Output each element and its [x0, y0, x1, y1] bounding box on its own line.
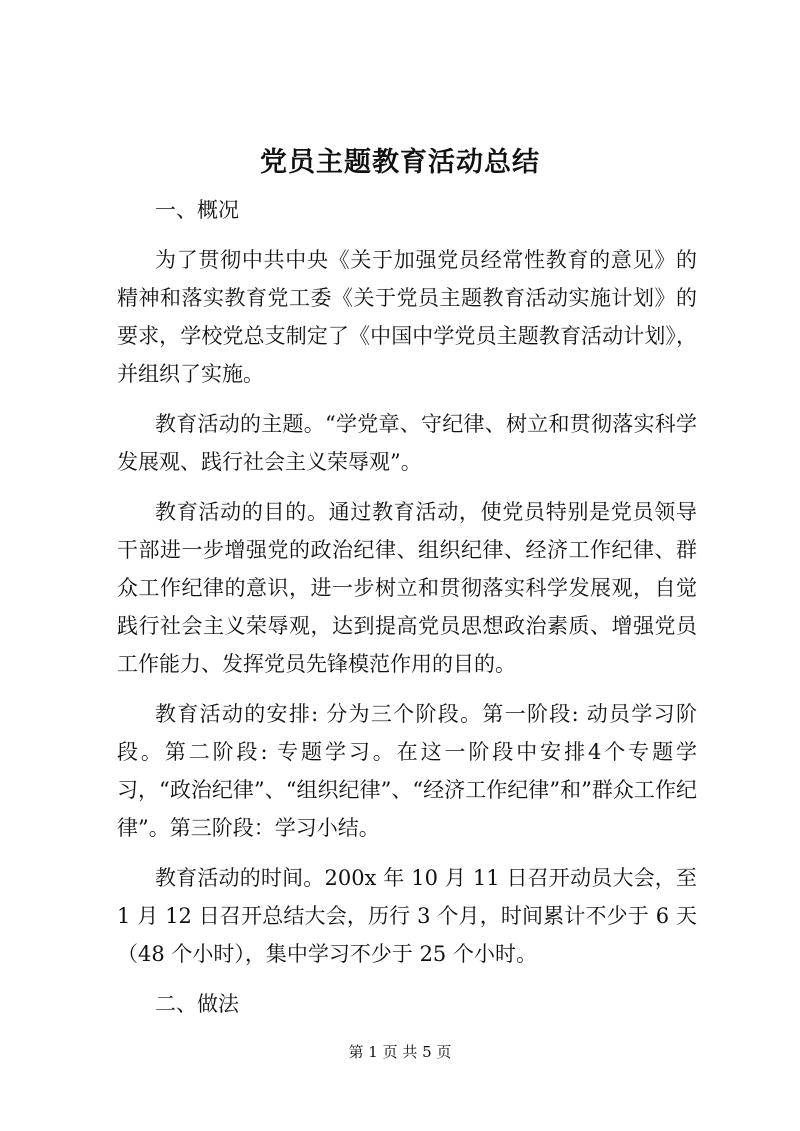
- document-title: 党员主题教育活动总结: [260, 147, 540, 178]
- page-footer: 第 1 页 共 5 页: [348, 1043, 452, 1061]
- paragraph-purpose: 教育活动的目的。通过教育活动，使党员特别是党员领导干部进一步增强党的政治纪律、组织纪律、经济工作纪律、群众工作纪律的意识，进一步树立和贯彻落实科学发展观，自觉践行社会主义荣辱观，达到提高党员思想政治素质、增强党员工作能力、发挥党员先锋模范作用的目的。: [117, 500, 697, 676]
- paragraph-theme: 教育活动的主题。“学党章、守纪律、树立和贯彻落实科学发展观、践行社会主义荣辱观”。: [117, 412, 697, 474]
- section-heading-methods: 二、做法: [155, 992, 239, 1016]
- paragraph-intro: 为了贯彻中共中央《关于加强党员经常性教育的意见》的精神和落实教育党工委《关于党员主题教育活动实施计划》的要求，学校党总支制定了《中国中学党员主题教育活动计划》，并组织了实施。: [117, 248, 697, 386]
- document-body: [117, 191, 697, 1035]
- section-heading-overview: 一、概况: [155, 198, 239, 222]
- paragraph-schedule: 教育活动的时间。200x 年 10 月 11 日召开动员大会，至 1 月 12 日召开总结大会，历行 3 个月，时间累计不少于 6 天（48 个小时），集中学习不少于 25 个小时。: [117, 866, 697, 966]
- paragraph-arrangement: 教育活动的安排: 分为三个阶段。第一阶段: 动员学习阶段。第二阶段: 专题学习。在这一阶段中安排4个专题学习，“政治纪律”、“组织纪律”、“经济工作纪律”和”群众工作纪律”。第三阶段：学习小结。: [117, 702, 697, 840]
